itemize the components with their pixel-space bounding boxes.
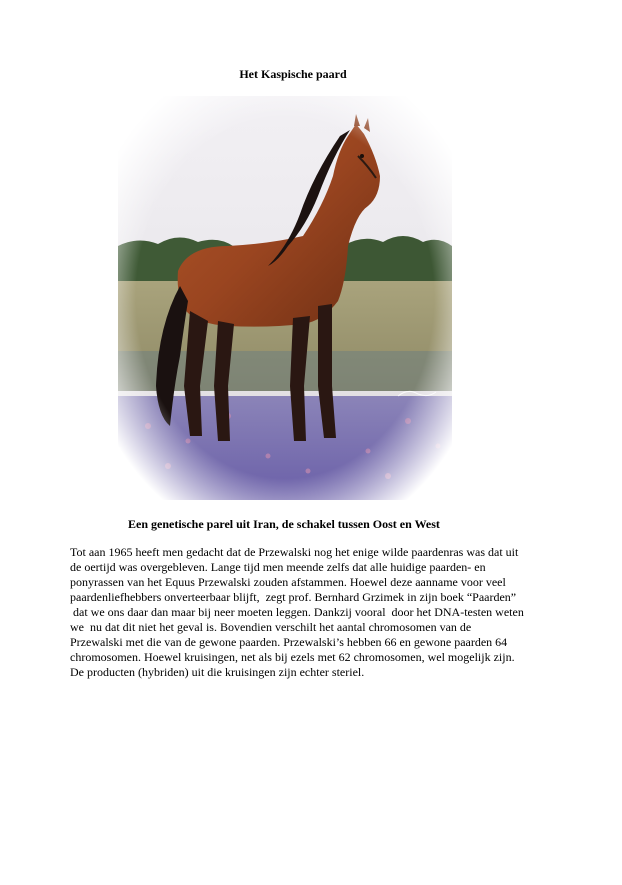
body-line: ponyrassen van het Equus Przewalski zouden afstammen. Hoewel deze aanname voor veel — [70, 575, 506, 589]
horse-photo — [118, 96, 452, 500]
body-line: De producten (hybriden) uit die kruisingen zijn echter steriel. — [70, 665, 365, 679]
body-line: de oertijd was overgebleven. Lange tijd men meende zelfs dat alle huidige paarden- en — [70, 560, 486, 574]
body-line: chromosomen. Hoewel kruisingen, net als bij ezels met 62 chromosomen, wel mogelijk zijn. — [70, 650, 515, 664]
body-line: dat we ons daar dan maar bij neer moeten leggen. Dankzij vooral door het DNA-testen weten — [70, 605, 524, 619]
body-line: paardenliefhebbers onverteerbaar blijft, zegt prof. Bernhard Grzimek in zijn boek “Paarden” — [70, 590, 517, 604]
body-paragraph — [70, 545, 570, 680]
document-subtitle: Een genetische parel uit Iran, de schakel tussen Oost en West — [128, 517, 440, 531]
body-line: we nu dat dit niet het geval is. Bovendien verschilt het aantal chromosomen van de — [70, 620, 472, 634]
document-title: Het Kaspische paard — [239, 67, 347, 81]
body-line: Przewalski met die van de gewone paarden. Przewalski’s hebben 66 en gewone paarden 64 — [70, 635, 508, 649]
body-line: Tot aan 1965 heeft men gedacht dat de Przewalski nog het enige wilde paardenras was dat uit — [70, 545, 519, 559]
